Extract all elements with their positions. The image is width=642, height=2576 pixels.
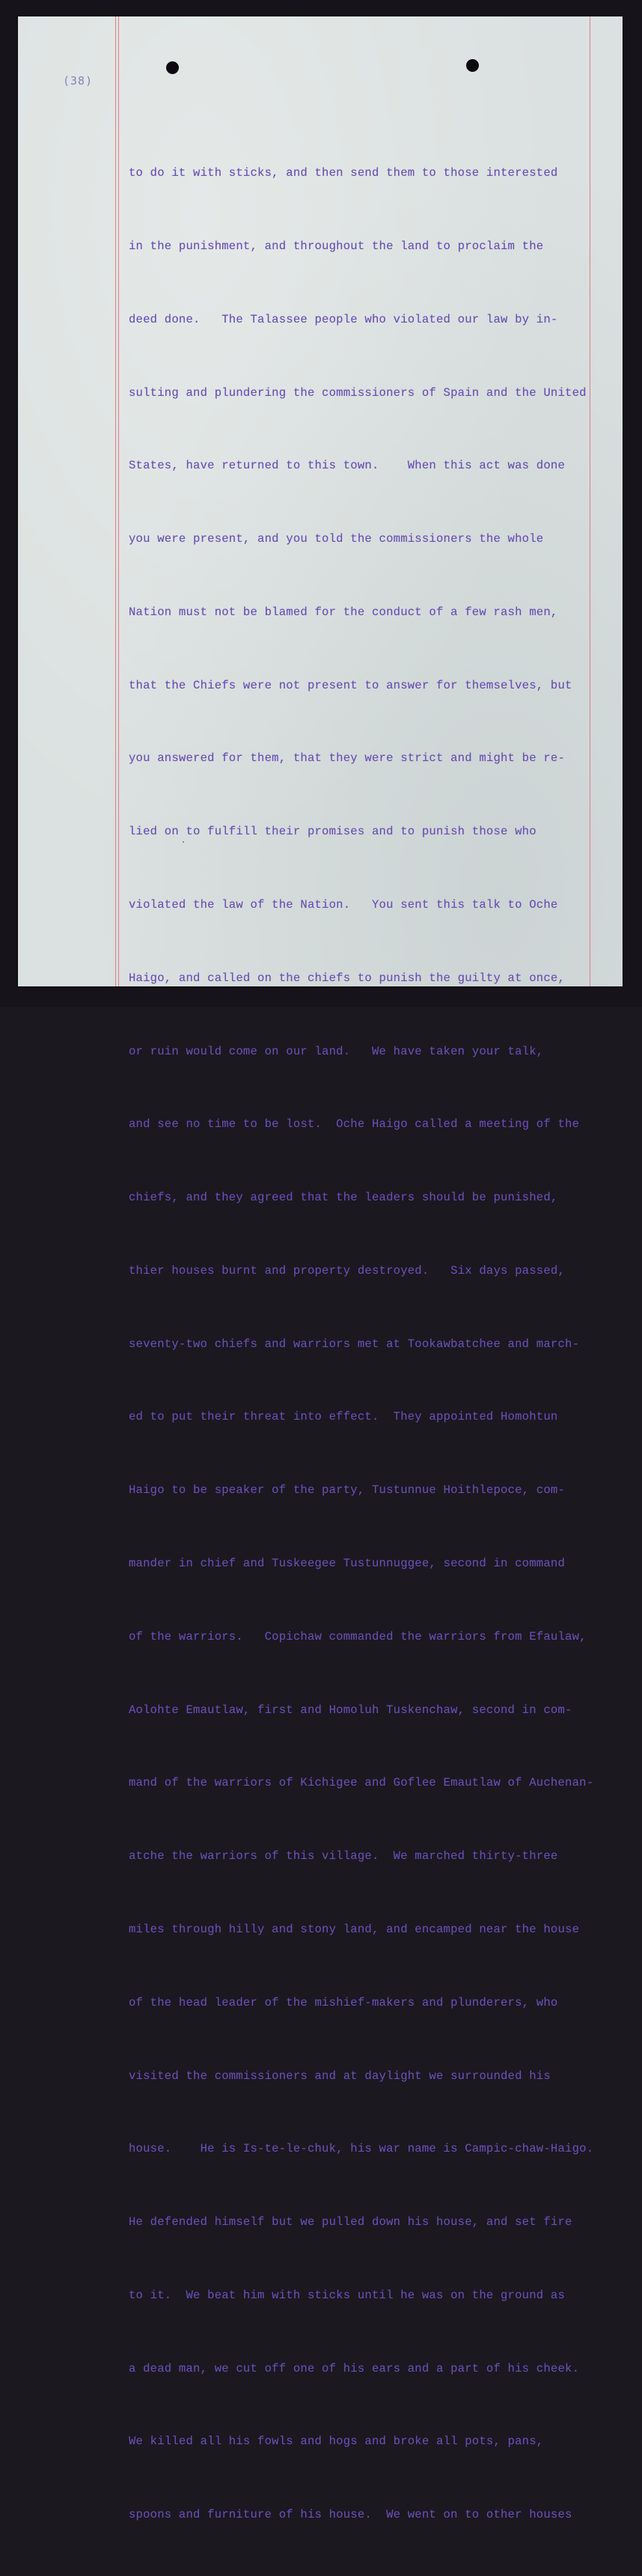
left-margin-line-inner [118,16,119,986]
text-line: to it. We beat him with sticks until he was on the ground as [129,2288,566,2302]
left-margin-line [115,16,116,986]
page-number: (38) [63,74,94,88]
typescript-page [18,16,623,2522]
text-line: Nation must not be blamed for the conduct of a few rash men, [129,605,558,619]
text-line: you answered for them, that they were strict and might be re- [129,751,566,766]
text-line: deed done. The Talassee people who violated our law by in- [129,312,558,326]
punch-hole-left [166,61,179,74]
text-line: mand of the warriors of Kichigee and Goflee Emautlaw of Auchenan- [129,1776,594,1790]
text-line: and see no time to be lost. Oche Haigo called a meeting of the [129,1117,580,1132]
text-line: mander in chief and Tuskeegee Tustunnuggee, second in command [129,1557,566,1571]
text-line: in the punishment, and throughout the land to proclaim the [129,239,544,253]
text-line: violated the law of the Nation. You sent this talk to Oche [129,898,558,912]
text-line: or ruin would come on our land. We have taken your talk, [129,1044,544,1058]
text-line: thier houses burnt and property destroyed. Six days passed, [129,1263,566,1278]
text-line: miles through hilly and stony land, and encamped near the house [129,1922,580,1936]
text-line: We killed all his fowls and hogs and broke all pots, pans, [129,2435,544,2449]
text-line: States, have returned to this town. When this act was done [129,459,566,473]
text-line: that the Chiefs were not present to answer for themselves, but [129,678,572,692]
text-line: visited the commissioners and at daylight we surrounded his [129,2069,551,2083]
text-line: sulting and plundering the commissioners of Spain and the United [129,385,587,400]
text-line: spoons and furniture of his house. We went on to other houses [129,2508,572,2522]
text-line: you were present, and you told the commissioners the whole [129,532,544,546]
text-line: Haigo to be speaker of the party, Tustunnue Hoithlepoce, com- [129,1483,566,1498]
text-line: ed to put their threat into effect. They appointed Homohtun [129,1410,558,1424]
text-line: house. He is Is-te-le-chuk, his war name is Campic-chaw-Haigo. [129,2142,594,2156]
text-line: a dead man, we cut off one of his ears and a part of his cheek. [129,2361,580,2375]
text-line: of the warriors. Copichaw commanded the warriors from Efaulaw, [129,1629,587,1643]
text-line: seventy-two chiefs and warriors met at Tookawbatchee and march- [129,1337,580,1351]
typed-text-body [129,112,623,2576]
text-line: He defended himself but we pulled down his house, and set fire [129,2215,572,2229]
text-line: of the head leader of the mishief-makers and plunderers, who [129,1995,558,2009]
paper-speck [183,841,184,843]
text-line: chiefs, and they agreed that the leaders should be punished, [129,1191,558,1205]
text-line: lied on to fulfill their promises and to punish those who [129,825,536,839]
text-line: Haigo, and called on the chiefs to punish the guilty at once, [129,971,566,985]
text-line: atche the warriors of this village. We marched thirty-three [129,1849,558,1864]
text-line: to do it with sticks, and then send them to those interested [129,166,558,180]
punch-hole-right [466,59,479,72]
text-line: Aolohte Emautlaw, first and Homoluh Tuskenchaw, second in com- [129,1703,572,1717]
